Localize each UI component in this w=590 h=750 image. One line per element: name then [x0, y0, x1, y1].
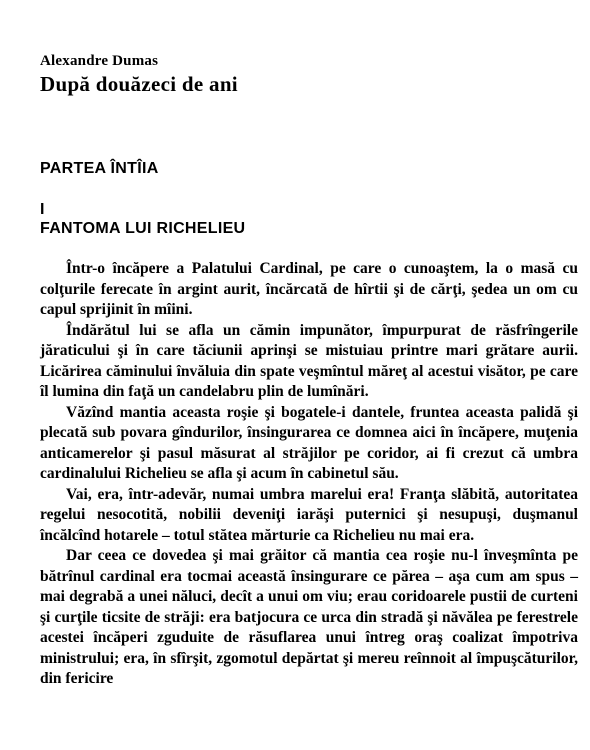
paragraph-2: Îndărătul lui se afla un cămin impunător, împurpurat de răsfrîngerile jăraticului şi în care tăciunii aprinşi se mistuiau printre mari grătare aurii. Licărirea căminului învăluia din spate veşmîntul măreţ al acestui visător, pe care îl lumina din faţă un candelabru plin de lumînări. — [40, 321, 578, 400]
paragraph-3: Văzînd mantia aceasta roşie şi bogatele-i dantele, fruntea aceasta palidă şi plecată sub povara gîndurilor, însingurarea ce domnea aici în încăpere, muţenia anticamerelor şi pasul măsurat al străjilor pe coridor, ai fi crezut că umbra cardinalului Richelieu se afla şi acum în cabinetul său. — [40, 403, 578, 482]
book-author: Alexandre Dumas — [40, 53, 159, 69]
book-title: După douăzeci de ani — [40, 72, 238, 96]
paragraph-1: Într-o încăpere a Palatului Cardinal, pe care o cunoaştem, la o masă cu colţurile ferecate în argint aurit, încărcată de hîrtii şi de cărţi, şedea un om cu capul sprijinit în mîini. — [40, 260, 578, 318]
chapter-title: FANTOMA LUI RICHELIEU — [40, 220, 246, 237]
paragraph-4: Vai, era, într-adevăr, numai umbra marelui era! Franţa slăbită, autoritatea regelui nesocotită, nobilii deveniţi iarăşi puternici şi nesupuşi, duşmanul încălcînd hotarele – totul stătea mărturie ca Richelieu nu mai era. — [40, 485, 578, 544]
part-heading: PARTEA ÎNTÎIA — [40, 160, 159, 177]
body-text — [40, 259, 578, 690]
chapter-number: I — [40, 201, 45, 218]
paragraph-5: Dar ceea ce dovedea şi mai grăitor că mantia cea roşie nu-l înveşmînta pe bătrînul cardinal era tocmai această însingurare ce părea – aşa cum am spus – mai degrabă a unei năluci, decît a unui om viu; erau coridoarele pustii de curteni şi curţile ticsite de străji: era batjocura ce urca din stradă şi năvălea pe ferestrele acestei încăperi zguduite de răsuflarea unui întreg oraş coalizat împotriva ministrului; era, în sfîrşit, zgomotul depărtat şi mereu reînnoit al împuşcăturilor, din fericire — [40, 547, 578, 687]
